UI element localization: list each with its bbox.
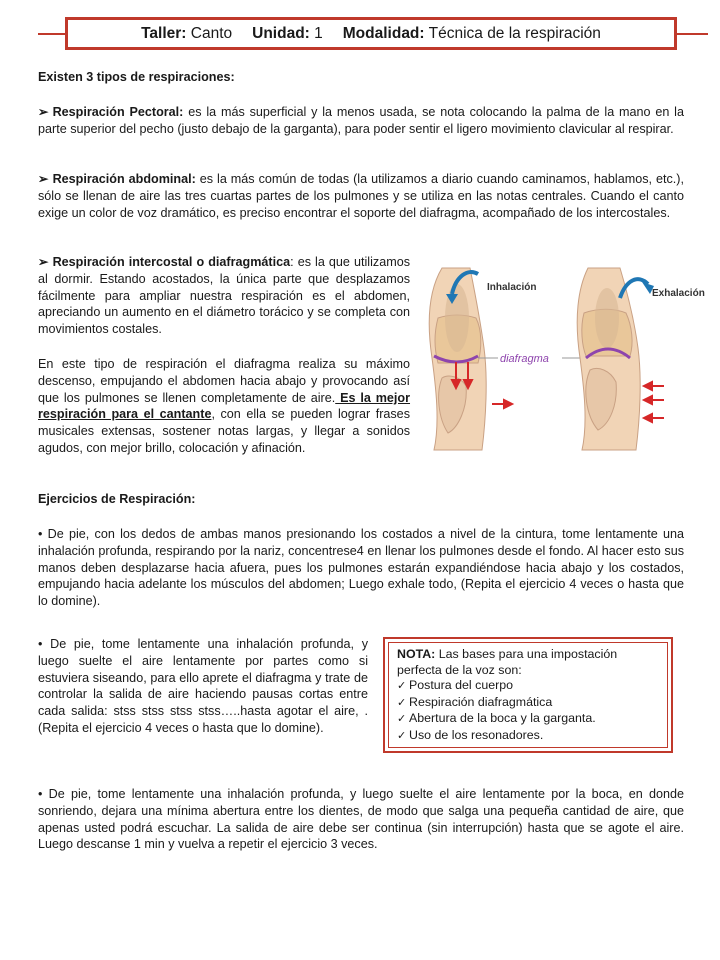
nota-label: NOTA: [397, 647, 436, 661]
nota-item-text: Uso de los resonadores. [409, 727, 544, 742]
exercise-3: • De pie, tome lentamente una inhalación profunda, y luego suelte el aire lentamente por la boca, en donde sonriendo, dejara una mínima abertura entre los dientes, de modo que salga una pequeña cantidad de aire, que apenas usted podrá escuchar. La salida de aire debe ser continua (sin interrupción) hasta que se agote el aire. Luego descanse 1 min y vuelva a repetir el ejercicio 3 veces. [38, 787, 684, 852]
nota-intro [397, 647, 659, 678]
header-unidad [252, 25, 323, 43]
exercise-2: • De pie, tome lentamente una inhalación profunda, y luego suelte el aire lentamente por partes como si estuviera siseando, para ello aprete el diafragma y trate de controlar la salida de aire haciendo pausas cortas entre cada salida: stss stss stss stss…..hasta agotar el aire, . (Repita el ejercicio 4 veces o hasta que lo domine). [38, 637, 368, 735]
header-taller [141, 25, 232, 43]
check-icon: ✓ [397, 696, 407, 709]
figure-label-inhalacion: Inhalación [487, 282, 537, 293]
diafragma-paragraph [38, 356, 410, 457]
nota-inner [388, 642, 668, 748]
type-abdominal [38, 171, 684, 221]
arrow-bullet-icon: ➢ [38, 172, 49, 186]
nota-item [397, 711, 659, 728]
modalidad-value: Técnica de la respiración [428, 24, 601, 42]
breathing-figure [412, 258, 705, 454]
diafragma-paragraph-highlight: Es la mejor respiración para el cantante [38, 390, 411, 422]
check-icon: ✓ [397, 729, 407, 742]
diafragma-paragraph-before: En este tipo de respiración el diafragma realiza su máximo descenso, empujando el abdomen hacia abajo y provocando así que los pulmones se llenen completamente de aire. [38, 357, 410, 405]
exercises-heading: Ejercicios de Respiración: [38, 492, 196, 506]
figure-label-exhalacion: Exhalación [652, 288, 705, 299]
type-abdominal-title: Respiración abdominal: [52, 172, 196, 186]
nota-intro-text: Las bases para una impostación perfecta de la voz son: [397, 647, 618, 677]
header-rule-left [38, 33, 68, 35]
nota-item [397, 695, 659, 712]
taller-label: Taller: [141, 24, 187, 42]
nota-item-text: Abertura de la boca y la garganta. [409, 711, 596, 725]
header-rule-right [674, 33, 708, 35]
nota-item-text: Respiración diafragmática [409, 694, 553, 709]
check-icon: ✓ [397, 680, 407, 692]
nota-box [383, 637, 673, 753]
type-pectoral-text: es la más superficial y la menos usada, se nota colocando la palma de la mano en la parte superior del pecho (justo debajo de la garganta), para poder sentir el ligero movimiento clavicular al respirar. [38, 105, 684, 136]
unidad-value: 1 [314, 24, 323, 42]
type-diafragmatica [38, 254, 410, 338]
push-in-arrows [644, 382, 664, 422]
type-diafragmatica-title: Respiración intercostal o diafragmática [52, 255, 291, 269]
arrow-bullet-icon: ➢ [38, 105, 49, 119]
type-diafragmatica-text: : es la que utilizamos al dormir. Estando acostados, la única parte que desplazamos fácilmente para ampliar nuestra respiración es el abdomen, apreciando un aumento en el diámetro torácico y se completa con movimientos costales. [38, 255, 410, 337]
modalidad-label: Modalidad: [342, 24, 425, 42]
check-icon: ✓ [397, 713, 407, 725]
nota-item [397, 728, 659, 745]
header-modalidad [343, 25, 601, 43]
exercise-1: • De pie, con los dedos de ambas manos presionando los costados a nivel de la cintura, tome lentamente una inhalación profunda, respirando por la nariz, concentrese4 en llenar los pulmones desde el fondo. Al hacer esto sus manos deben desplazarse hacia afuera, pues los pulmones estarán expandiéndose hacia abajo y los costados, empujando hacia adelante los músculos del abdomen; Luego exhale todo, (Repita el ejercicio 4 veces o hasta que lo domine). [38, 527, 684, 609]
nota-item [397, 678, 659, 695]
diafragma-paragraph-after: , con ella se pueden lograr frases musicales extensas, sostener notas largas, y llegar a sonidos agudos, con mejor brillo, colocación y afinación. [38, 407, 410, 455]
intro-heading: Existen 3 tipos de respiraciones: [38, 70, 235, 84]
exhalation-body [577, 268, 640, 450]
push-out-arrow-left [492, 400, 512, 408]
figure-label-diafragma: diafragma [500, 353, 549, 365]
type-abdominal-text: es la más común de todas (la utilizamos a diario cuando caminamos, hablamos, etc.), sólo se llenan de aire las tres cuartas partes de los pulmones y se utiliza en las notas centrales. Cuando el canto exige un color de voz dramático, es preciso encontrar el soporte del diafragma, acompañado de los intercostales. [38, 172, 684, 220]
arrow-bullet-icon: ➢ [38, 255, 49, 269]
taller-value: Canto [190, 24, 233, 42]
type-pectoral-title: Respiración Pectoral: [52, 105, 184, 119]
header-box [65, 17, 677, 50]
type-pectoral [38, 104, 684, 138]
nota-item-text: Postura del cuerpo [409, 678, 514, 692]
unidad-label: Unidad: [252, 24, 310, 42]
